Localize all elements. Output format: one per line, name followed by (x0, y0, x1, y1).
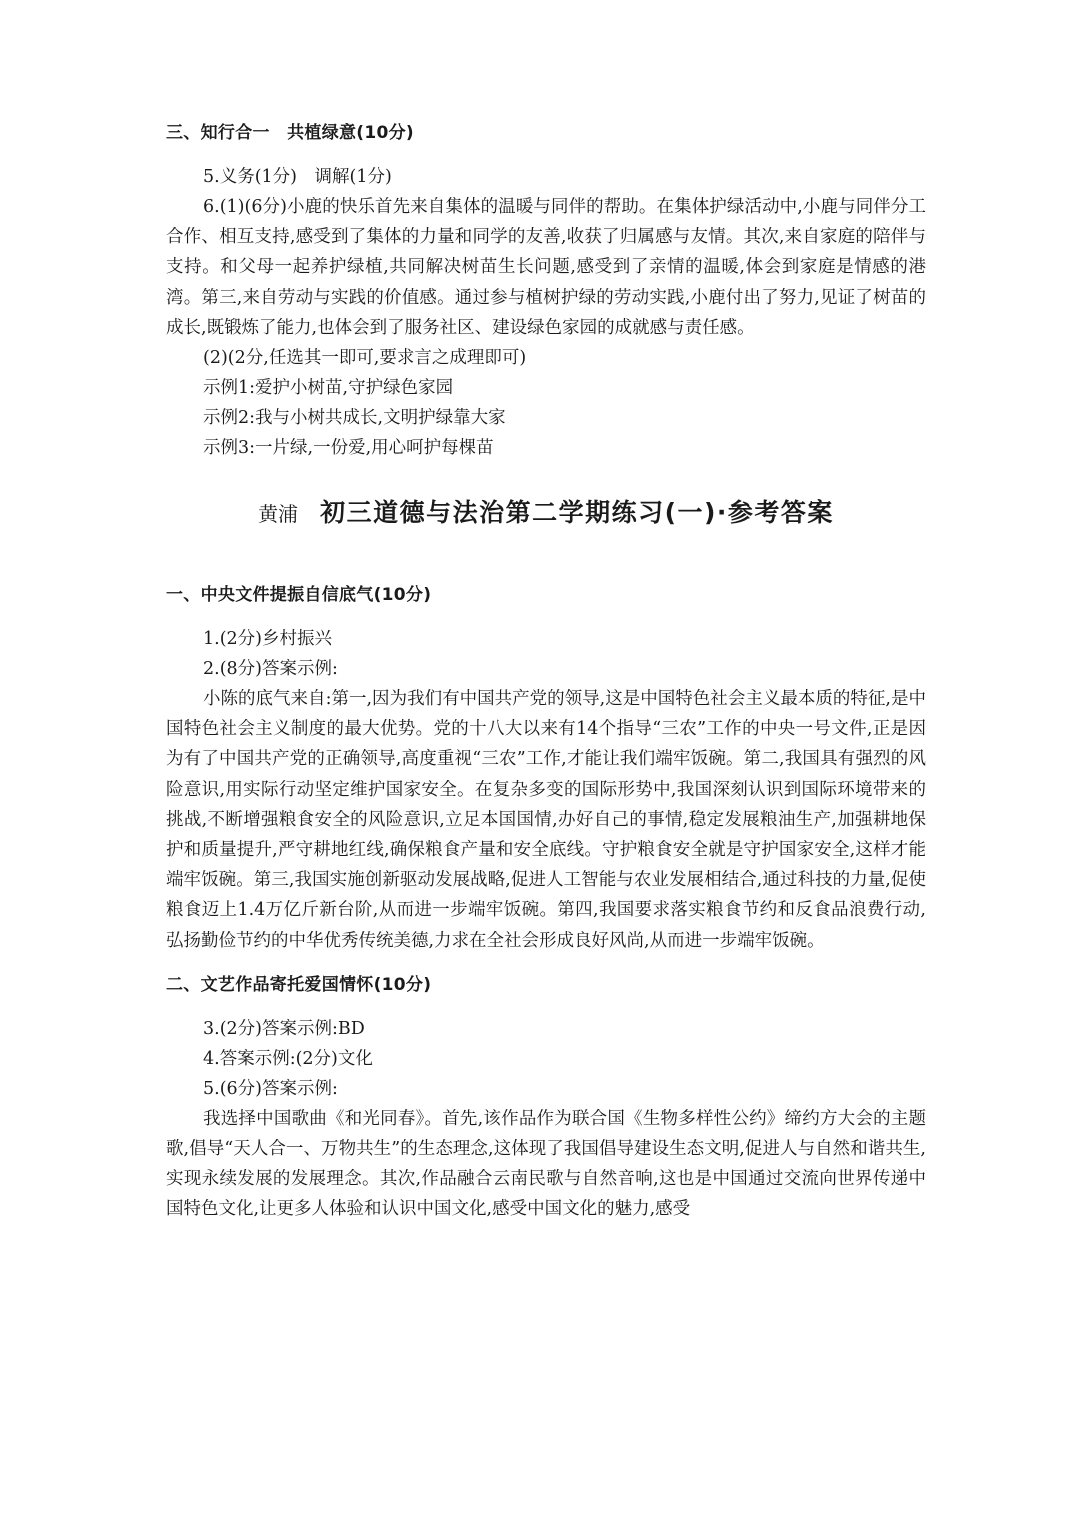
example-2: 示例2:我与小树共成长,文明护绿靠大家 (203, 408, 506, 429)
part2-answer: 我选择中国歌曲《和光同春》。首先,该作品作为联合国《生物多样性公约》缔约方大会的主题歌,倡导“天人合一、万物共生”的生态理念,这体现了我国倡导建设生态文明,促进人与自然和谐共生,实现永续发展的发展理念。其次,作品融合云南民歌与自然音响,这也是中国通过交流向世界传递中国特色文化,让更多人体验和认识中国文化,感受中国文化的魅力,感受 (166, 1108, 926, 1220)
part2-q5: 5.(6分)答案示例: (203, 1078, 338, 1099)
title-region: 黄浦 (258, 502, 299, 527)
part1-answer: 小陈的底气来自:第一,因为我们有中国共产党的领导,这是中国特色社会主义最本质的特征,是中国特色社会主义制度的最大优势。党的十八大以来有14个指导“三农”工作的中央一号文件,正是因为有了中国共产党的正确领导,高度重视“三农”工作,才能让我们端牢饭碗。第二,我国具有强烈的风险意识,用实际行动坚定维护国家安全。在复杂多变的国际形势中,我国深刻认识到国际环境带来的挑战,不断增强粮食安全的风险意识,立足本国国情,办好自己的事情,稳定发展粮油生产,加强耕地保护和质量提升,严守耕地红线,确保粮食产量和安全底线。守护粮食安全就是守护国家安全,这样才能端牢饭碗。第三,我国实施创新驱动发展战略,促进人工智能与农业发展相结合,通过科技的力量,促使粮食迈上1.4万亿斤新台阶,从而进一步端牢饭碗。第四,我国要求落实粮食节约和反食品浪费行动,弘扬勤俭节约的中华优秀传统美德,力求在全社会形成良好风尚,从而进一步端牢饭碗。 (166, 689, 926, 951)
part1-heading: 一、中央文件提振自信底气(10分) (166, 585, 432, 606)
part2-q4: 4.答案示例:(2分)文化 (203, 1048, 373, 1069)
example-3: 示例3:一片绿,一份爱,用心呵护每棵苗 (203, 438, 494, 459)
part2-heading: 二、文艺作品寄托爱国情怀(10分) (166, 974, 432, 995)
section3-heading: 三、知行合一 共植绿意(10分) (166, 123, 414, 143)
part1-q1: 1.(2分)乡村振兴 (203, 629, 332, 650)
title-main: 初三道德与法治第二学期练习(一)·参考答案 (320, 498, 834, 528)
example-1: 示例1:爱护小树苗,守护绿色家园 (203, 378, 454, 399)
section3-q5: 5.义务(1分) 调解(1分) (203, 167, 392, 187)
section3-q6-part2: (2)(2分,任选其一即可,要求言之成理即可) (203, 348, 527, 369)
part1-q2: 2.(8分)答案示例: (203, 659, 338, 680)
section3-q6-part1: 6.(1)(6分)小鹿的快乐首先来自集体的温暖与同伴的帮助。在集体护绿活动中,小鹿与同伴分工合作、相互支持,感受到了集体的力量和同学的友善,收获了归属感与友情。其次,来自家庭的陪伴与支持。和父母一起养护绿植,共同解决树苗生长问题,感受到了亲情的温暖,体会到家庭是情感的港湾。第三,来自劳动与实践的价值感。通过参与植树护绿的劳动实践,小鹿付出了努力,见证了树苗的成长,既锻炼了能力,也体会到了服务社区、建设绿色家园的成就感与责任感。 (166, 197, 926, 338)
part2-q3: 3.(2分)答案示例:BD (203, 1018, 365, 1039)
answer-sheet-page (166, 118, 926, 1225)
document-title (166, 493, 926, 534)
